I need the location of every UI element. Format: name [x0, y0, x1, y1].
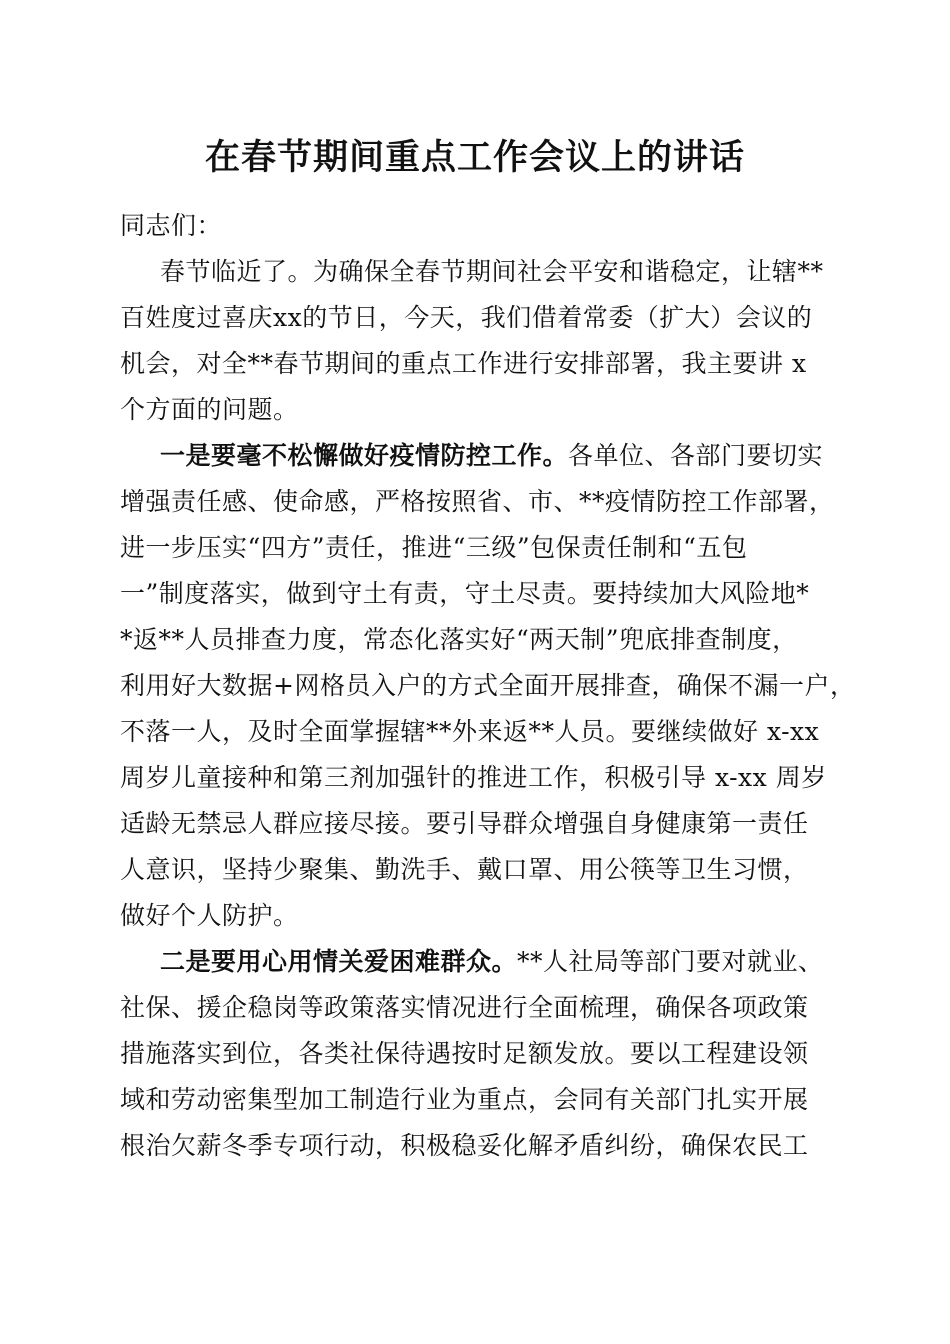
- document-body: [120, 203, 856, 1169]
- paragraph-line: 一”制度落实，做到守土有责，守土尽责。要持续加大风险地*: [120, 579, 810, 608]
- document-title: 在春节期间重点工作会议上的讲话: [204, 137, 745, 178]
- paragraph-line: 进一步压实“四方”责任，推进“三级”包保责任制和“五包: [120, 533, 748, 562]
- paragraph-line: 根治欠薪冬季专项行动，积极稳妥化解矛盾纠纷，确保农民工: [120, 1131, 809, 1160]
- paragraph-line: 域和劳动密集型加工制造行业为重点，会同有关部门扎实开展: [120, 1085, 809, 1114]
- paragraph-first-line: [120, 433, 830, 479]
- paragraph-line: 百姓度过喜庆xx的节日，今天，我们借着常委（扩大）会议的: [120, 303, 813, 332]
- paragraph-line: 利用好大数据+网格员入户的方式全面开展排查，确保不漏一户，: [120, 671, 856, 700]
- paragraph-line: 做好个人防护。: [120, 901, 299, 930]
- paragraph-line: 人意识，坚持少聚集、勤洗手、戴口罩、用公筷等卫生习惯，: [120, 855, 809, 884]
- paragraph-line: 各单位、各部门要切实: [568, 441, 824, 470]
- paragraph-line: 适龄无禁忌人群应接尽接。要引导群众增强自身健康第一责任: [120, 809, 809, 838]
- paragraph-care-for-needy: [120, 939, 830, 1169]
- paragraph-line: 社保、援企稳岗等政策落实情况进行全面梳理，确保各项政策: [120, 993, 809, 1022]
- paragraph-intro: [120, 249, 830, 433]
- paragraph-line: 周岁儿童接种和第三剂加强针的推进工作，积极引导 x-xx 周岁: [120, 763, 827, 792]
- paragraph-first-line: [120, 939, 830, 985]
- paragraph-heading: 二是要用心用情关爱困难群众。: [160, 947, 518, 976]
- paragraph-line: 措施落实到位，各类社保待遇按时足额发放。要以工程建设领: [120, 1039, 809, 1068]
- paragraph-line: 机会，对全**春节期间的重点工作进行安排部署，我主要讲 x: [120, 349, 807, 378]
- paragraph-line: 不落一人，及时全面掌握辖**外来返**人员。要继续做好 x-xx: [120, 717, 820, 746]
- paragraph-line: 增强责任感、使命感，严格按照省、市、**疫情防控工作部署，: [120, 487, 835, 516]
- paragraph-line: *返**人员排查力度，常态化落实好“两天制”兜底排查制度，: [120, 625, 798, 654]
- paragraph-heading: 一是要毫不松懈做好疫情防控工作。: [160, 441, 569, 470]
- paragraph-line: **人社局等部门要对就业、: [517, 947, 824, 976]
- paragraph-epidemic-prevention: [120, 433, 856, 939]
- salutation: 同志们：: [120, 211, 223, 240]
- paragraph-line: 个方面的问题。: [120, 395, 299, 424]
- paragraph-line: 春节临近了。为确保全春节期间社会平安和谐稳定，让辖**: [160, 257, 824, 286]
